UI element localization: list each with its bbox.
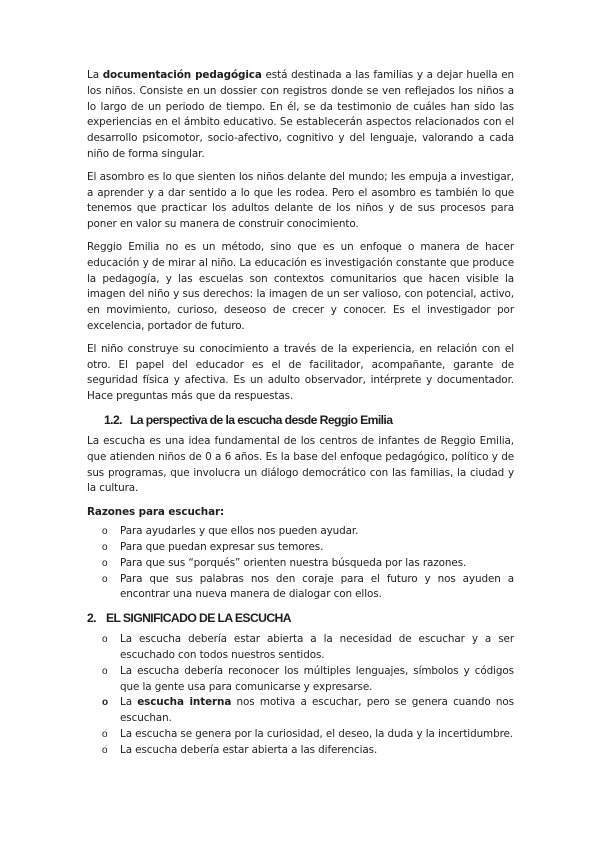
heading-1-2 (87, 412, 514, 428)
text: está destinada a las familias y a dejar huella en los niños. Consiste en un dossier con registros donde se ven reflejados los niños a lo largo de un periodo de tiempo. En él, se da testimonio de cuáles han sido las experiencias en el ámbito educativo. Se establecerán aspectos relacionados con el desarrollo psicomotor, socio-afectivo, cognitivo y del lenguaje, valorando a cada niño de forma singular. (87, 69, 514, 160)
heading-number: 2. (87, 611, 96, 626)
paragraph-documentation (87, 68, 514, 163)
list-item: o La escucha debería reconocer los múltiples lenguajes, símbolos y códigos que la gente usa para comunicarse y expresarse. (102, 664, 514, 693)
heading-title: La perspectiva de la escucha desde Reggio Emilia (129, 412, 393, 427)
list-item: o Para que puedan expresar sus temores. (87, 540, 514, 556)
bullet-icon: o (102, 728, 108, 740)
list-item: o La escucha debería estar abierta a las diferencias. (87, 743, 514, 759)
list-item: o Para que sus palabras nos den coraje para el futuro y nos ayuden a encontrar una nueva manera de dialogar con ellos. (102, 572, 514, 601)
bullet-icon: o (102, 541, 108, 553)
paragraph-wonder: El asombro es lo que sienten los niños delante del mundo; les empuja a investigar, a aprender y a dar sentido a lo que les rodea. Pero el asombro es también lo que tenemos que practicar los adultos delante de los niños y de sus procesos para poner en valor su manera de construir conocimiento. (87, 170, 514, 231)
list-item: o Para que sus “porqués” orienten nuestra búsqueda por las razones. (87, 556, 514, 572)
reasons-title: Razones para escuchar: (87, 506, 225, 519)
text: La (87, 69, 103, 81)
bold-term-documentation: documentación pedagógica (102, 69, 262, 81)
paragraph-reggio-emilia: Reggio Emilia no es un método, sino que es un enfoque o manera de hacer educación y de mirar al niño. La educación es investigación constante que produce la pedagogía, y las escuelas son contextos comunitarios que hacen visible la imagen del niño y sus derechos: la imagen de un ser valioso, con potencial, activo, en movimiento, curioso, deseoso de crecer y conocer. Es el investigador por excelencia, portador de futuro. (87, 240, 514, 332)
bold-term-internal-listening: escucha interna (137, 696, 232, 709)
list-item: o La escucha se genera por la curiosidad, el deseo, la duda y la incertidumbre. (87, 727, 514, 743)
listening-list (87, 632, 514, 758)
bullet-icon: o (102, 557, 108, 569)
list-item: o La escucha interna nos motiva a escuchar, pero se genera cuando nos escuchan. (102, 696, 514, 725)
bullet-icon: o (102, 573, 108, 585)
bullet-icon: o (102, 526, 108, 538)
list-item: o La escucha debería estar abierta a la necesidad de escuchar y a ser escuchado con todos nuestros sentidos. (102, 633, 514, 661)
document-page (87, 68, 514, 765)
reasons-list (87, 524, 514, 603)
bullet-icon: o (102, 697, 109, 709)
list-item: o Para ayudarles y que ellos nos pueden ayudar. (87, 524, 514, 540)
bullet-icon: o (102, 744, 108, 756)
heading-2 (87, 610, 514, 626)
bullet-icon: o (102, 634, 108, 646)
paragraph-listening-idea: La escucha es una idea fundamental de los centros de infantes de Reggio Emilia, que atienden niños de 0 a 6 años. Es la base del enfoque pedagógico, político y de sus programas, que involucra un diálogo democrático con las familias, la ciudad y la cultura. (87, 434, 514, 495)
paragraph-child-knowledge: El niño construye su conocimiento a través de la experiencia, en relación con el otro. El papel del educador es el de facilitador, acompañante, garante de seguridad física y afectiva. Es un adulto observador, intérprete y documentador. Hace preguntas más que da respuestas. (87, 342, 514, 403)
heading-number: 1.2. (104, 412, 122, 427)
heading-title: EL SIGNIFICADO DE LA ESCUCHA (105, 611, 291, 626)
bullet-icon: o (102, 665, 108, 677)
